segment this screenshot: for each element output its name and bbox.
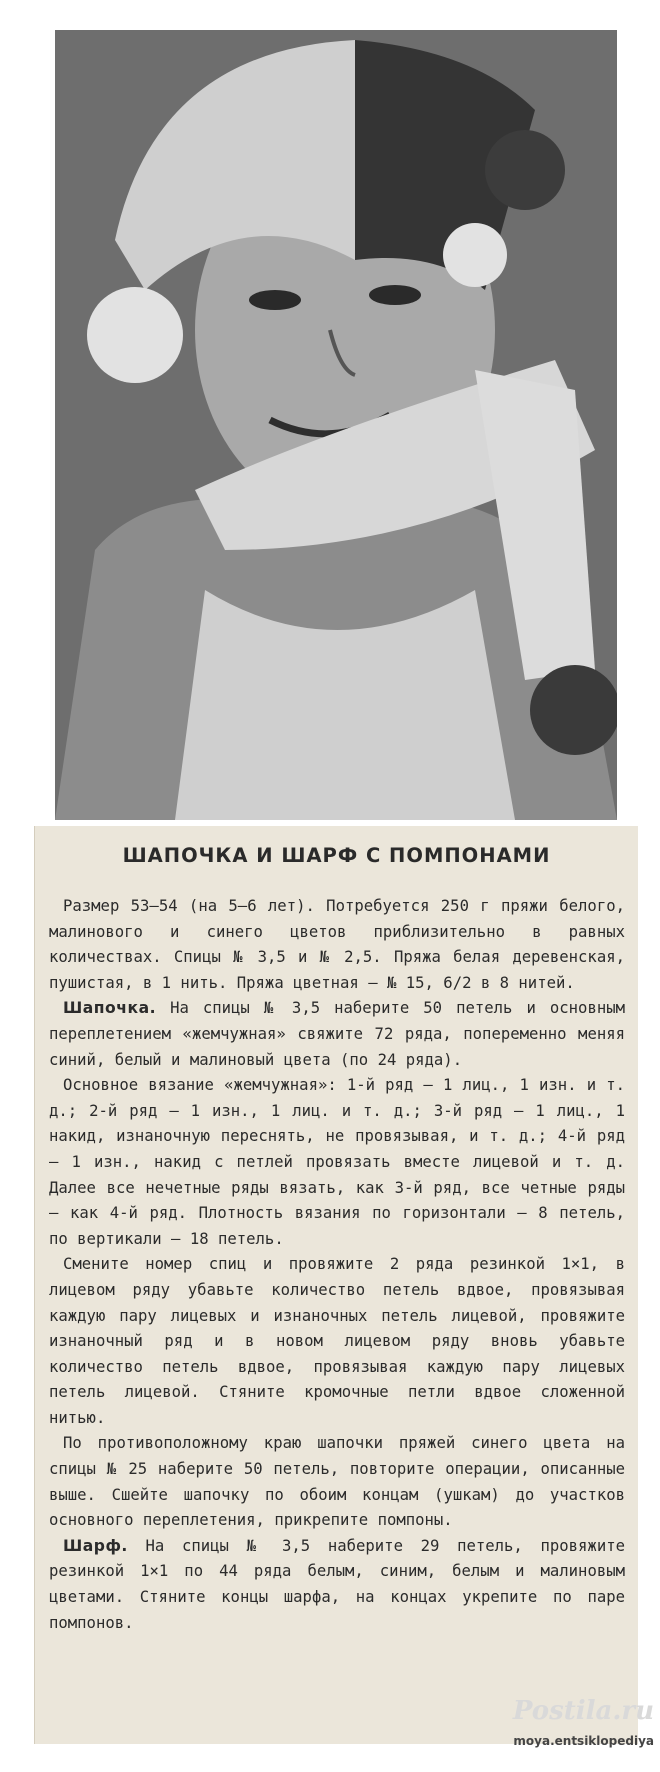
article-title: ШАПОЧКА И ШАРФ С ПОМПОНАМИ bbox=[122, 844, 551, 867]
paragraph-pattern: Основное вязание «жемчужная»: 1-й ряд — 1 лиц., 1 изн. и т. д.; 2-й ряд — 1 изн., 1 лиц. и т. д.; 3-й ряд — 1 лиц., 1 накид, изнаночную переснять, не провязывая, и т. д.; 4-й ряд — 1 изн., накид с петлей провязать вместе лицевой и т. д. Далее все нечетные ряды вязать, как 3-й ряд, все четные ряды — как 4-й ряд. Плотность вязания по горизонтали — 8 петель, по вертикали — 18 петель. bbox=[49, 1076, 625, 1248]
article-body bbox=[49, 894, 625, 1636]
scarf-label: Шарф. bbox=[63, 1536, 128, 1555]
photo-child-hat-scarf bbox=[55, 30, 617, 820]
paragraph-hat bbox=[49, 996, 625, 1073]
hat-text: На спицы № 3,5 наберите 50 петель и основным переплетением «жемчужная» свяжите 72 ряда, попеременно меняя синий, белый и малиновый цвета (по 24 ряда). bbox=[49, 999, 625, 1069]
watermark-site: Postila.ru bbox=[512, 1696, 654, 1726]
paragraph-opposite-edge: По противоположному краю шапочки пряжей синего цвета на спицы № 25 наберите 50 петель, повторите операции, описанные выше. Сшейте шапочку по обоим концам (ушкам) до участков основного переплетения, прикрепите помпоны. bbox=[49, 1434, 625, 1530]
scarf-text: На спицы № 3,5 наберите 29 петель, провяжите резинкой 1×1 по 44 ряда белым, синим, белым и малиновым цветами. Стяните концы шарфа, на концах укрепите по паре помпонов. bbox=[49, 1536, 625, 1632]
article-panel bbox=[34, 826, 638, 1744]
paragraph-scarf bbox=[49, 1534, 625, 1636]
paragraph-rib: Смените номер спиц и провяжите 2 ряда резинкой 1×1, в лицевом ряду убавьте количество петель вдвое, провязывая каждую пару лицевых и изнаночных петель лицевой, провяжите изнаночный ряд и в новом лицевом ряду вновь убавьте количество петель вдвое, провязывая каждую пару лицевых петель лицевой. Стяните кромочные петли вдвое сложенной нитью. bbox=[49, 1255, 625, 1427]
hat-label: Шапочка. bbox=[63, 999, 157, 1018]
watermark bbox=[434, 1696, 654, 1758]
photo-illustration bbox=[55, 30, 617, 820]
paragraph-intro: Размер 53—54 (на 5—6 лет). Потребуется 250 г пряжи белого, малинового и синего цветов приблизительно в равных количествах. Спицы № 3,5 и № 2,5. Пряжа белая деревенская, пушистая, в 1 нить. Пряжа цветная — № 15, 6/2 в 8 нитей. bbox=[49, 897, 625, 992]
watermark-source: moya.entsiklopediya bbox=[513, 1734, 654, 1748]
